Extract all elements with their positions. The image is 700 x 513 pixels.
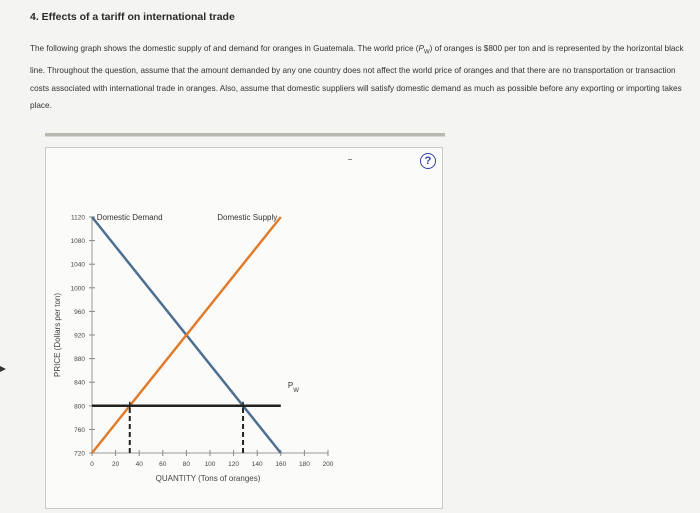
y-tick-label: 1080 <box>70 238 85 246</box>
supply-curve-label: Domestic Supply <box>217 213 278 222</box>
x-tick-label: 20 <box>111 461 120 468</box>
pw-subscript: W <box>423 49 430 56</box>
y-tick-label: 880 <box>74 356 85 364</box>
x-axis-label: QUANTITY (Tons of oranges) <box>155 474 261 483</box>
question-heading: 4. Effects of a tariff on international trade <box>30 11 235 23</box>
series-lines[interactable] <box>92 217 281 453</box>
help-icon[interactable]: ? <box>420 153 436 169</box>
x-tick-label: 160 <box>275 461 287 468</box>
y-tick-label: 840 <box>74 379 85 387</box>
x-tick-label: 180 <box>298 461 310 468</box>
y-tick-label: 960 <box>74 308 85 316</box>
x-tick-label: 200 <box>322 461 334 468</box>
world-price-label-main: P <box>287 381 294 391</box>
plot-frame <box>92 217 328 453</box>
y-tick-label: 1040 <box>70 261 85 269</box>
world-price-label <box>288 381 299 394</box>
demand-curve-label: Domestic Demand <box>96 213 163 222</box>
y-tick-label: 1000 <box>70 285 85 293</box>
x-tick-label: 120 <box>228 461 240 468</box>
y-tick-label: 720 <box>74 450 85 458</box>
y-ticks <box>71 215 95 458</box>
para-part-2: ) of oranges is $800 per ton and is represented by the horizontal black line. Throughout the question, assume that the amount demanded by any one country does not affect the world price of oranges and that there are no transportation or transaction costs associated with international trade in oranges. Also, assume that domestic suppliers will satisfy domestic demand as much as possible before any exporting or importing takes place. <box>30 44 684 111</box>
y-axis-label: PRICE (Dollars per ton) <box>53 292 62 378</box>
x-tick-label: 80 <box>182 461 191 468</box>
x-tick-label: 100 <box>204 461 216 468</box>
y-tick-label: 800 <box>74 403 85 411</box>
y-tick-label: 920 <box>74 332 85 340</box>
para-part-1: The following graph shows the domestic supply of and demand for oranges in Guatemala. The world price ( <box>30 44 419 53</box>
x-tick-label: 60 <box>159 461 167 468</box>
dropdown-lines <box>130 406 243 453</box>
x-tick-label: 140 <box>251 461 263 468</box>
pw-symbol: P <box>418 44 424 53</box>
x-tick-label: 0 <box>90 461 94 468</box>
y-tick-label: 760 <box>74 426 85 434</box>
x-tick-label: 40 <box>135 461 143 468</box>
world-price-label-sub: W <box>293 388 299 395</box>
y-tick-label: 1120 <box>71 214 85 222</box>
